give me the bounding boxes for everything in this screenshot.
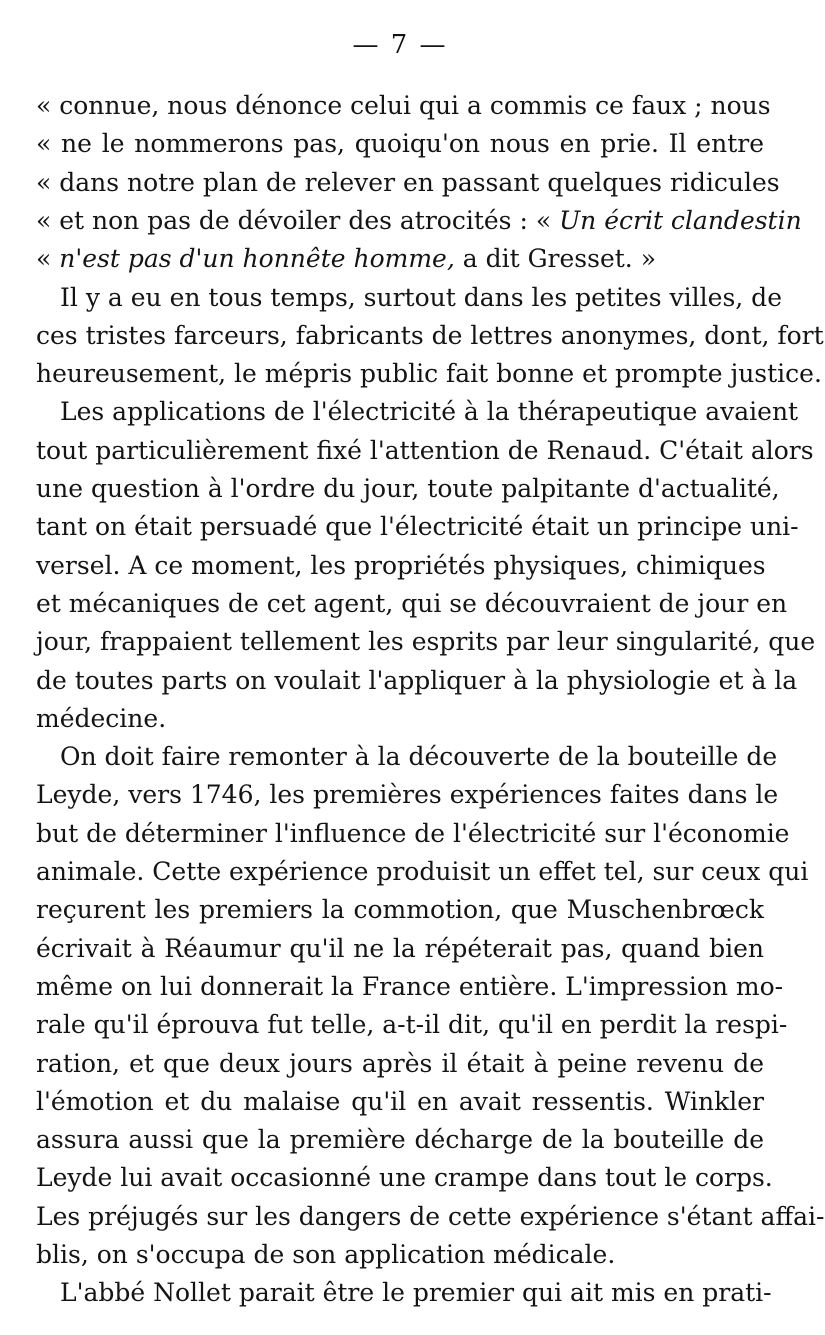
- text-line: L'abbé Nollet parait être le premier qui ait mis en prati-: [60, 1278, 772, 1308]
- text-line: Il y a eu en tous temps, surtout dans les petites villes, de: [60, 282, 782, 312]
- text-line-roman: « et non pas de dévoiler des atrocités : «: [36, 205, 560, 235]
- text-line: « ne le nommerons pas, quoiqu'on nous en prie. Il entre: [36, 129, 764, 159]
- text-line: et mécaniques de cet agent, qui se découvraient de jour en: [36, 588, 788, 618]
- text-line: animale. Cette expérience produisit un effet tel, sur ceux qui: [36, 857, 809, 886]
- text-line: heureusement, le mépris public fait bonne et prompte justice.: [36, 359, 822, 389]
- text-line: Leyde lui avait occasionné une crampe dans tout le corps.: [36, 1163, 773, 1193]
- text-line: blis, on s'occupa de son application médicale.: [36, 1240, 616, 1269]
- text-line-roman: «: [36, 244, 60, 274]
- text-line: but de déterminer l'influence de l'électricité sur l'économie: [36, 818, 790, 848]
- text-line: versel. A ce moment, les propriétés physiques, chimiques: [36, 550, 766, 580]
- text-line: jour, frappaient tellement les esprits par leur singularité, que: [36, 627, 816, 657]
- text-line: écrivait à Réaumur qu'il ne la répéterait pas, quand bien: [36, 933, 764, 963]
- text-line: « dans notre plan de relever en passant quelques ridicules: [36, 167, 780, 197]
- text-line: assura aussi que la première décharge de la bouteille de: [36, 1125, 764, 1155]
- text-line: médecine.: [36, 703, 167, 733]
- text-line: « connue, nous dénonce celui qui a commis ce faux ; nous: [36, 91, 771, 120]
- text-line-roman: a dit Gresset. »: [454, 244, 656, 274]
- text-line: une question à l'ordre du jour, toute palpitante d'actualité,: [36, 474, 780, 503]
- text-line: Leyde, vers 1746, les premières expériences faites dans le: [36, 780, 779, 810]
- text-line: reçurent les premiers la commotion, que Muschenbrœck: [36, 895, 764, 925]
- page-number: — 7 —: [352, 30, 448, 60]
- text-line: Les applications de l'électricité à la thérapeutique avaient: [60, 397, 799, 427]
- text-line: rale qu'il éprouva fut telle, a-t-il dit, qu'il en perdit la respi-: [36, 1010, 788, 1040]
- text-line: ration, et que deux jours après il était à peine revenu de: [36, 1048, 764, 1078]
- text-line: même on lui donnerait la France entière. L'impression mo-: [36, 971, 784, 1001]
- text-line-italic: n'est pas d'un honnête homme,: [59, 244, 455, 274]
- text-line: tout particulièrement fixé l'attention de Renaud. C'était alors: [36, 435, 814, 465]
- text-line: Les préjugés sur les dangers de cette expérience s'étant affai-: [36, 1201, 825, 1231]
- text-line: [36, 240, 764, 278]
- text-line: [36, 202, 802, 240]
- text-line: On doit faire remonter à la découverte de la bouteille de: [60, 742, 778, 772]
- text-line: tant on était persuadé que l'électricité était un principe uni-: [36, 512, 799, 542]
- text-line: de toutes parts on voulait l'appliquer à la physiologie et à la: [36, 665, 798, 695]
- text-line: l'émotion et du malaise qu'il en avait ressentis. Winkler: [36, 1086, 764, 1116]
- text-line-italic: Un écrit clandestin: [559, 205, 802, 235]
- text-line: ces tristes farceurs, fabricants de lettres anonymes, dont, fort: [36, 320, 824, 350]
